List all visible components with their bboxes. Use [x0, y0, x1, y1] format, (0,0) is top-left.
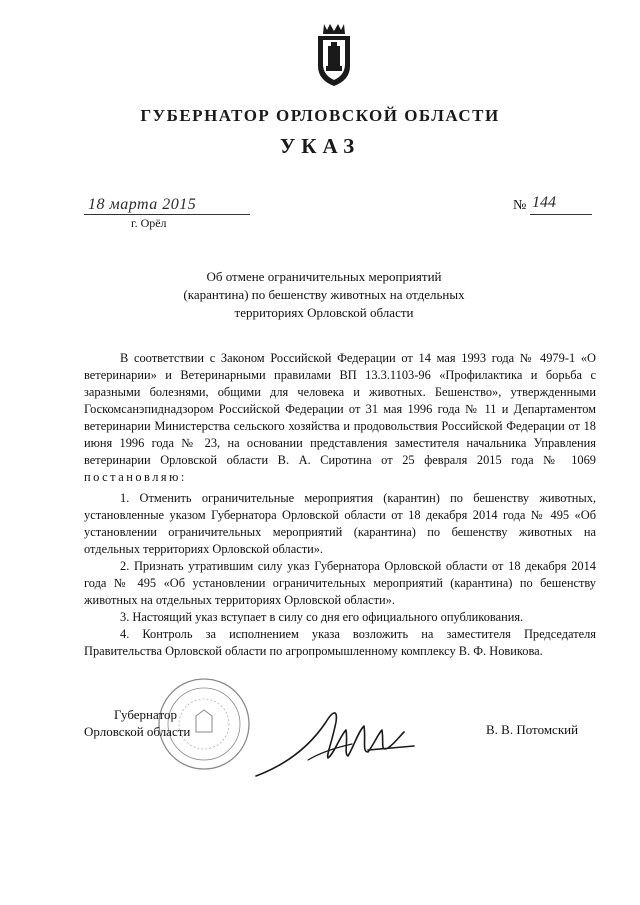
position-line: Губернатор [114, 707, 177, 722]
signatory-position [84, 706, 190, 740]
decree-item: 4. Контроль за исполнением указа возложить на заместителя Председателя Правительства Орловской области по агропромышленному комплексу В. Ф. Новикова. [84, 627, 596, 658]
document-city: г. Орёл [131, 216, 167, 230]
signatory-name: В. В. Потомский [486, 722, 579, 737]
date-underline [84, 214, 250, 215]
coat-of-arms-icon [310, 18, 358, 88]
resolve-word: постановляю: [84, 470, 187, 484]
document-title: ГУБЕРНАТОР ОРЛОВСКОЙ ОБЛАСТИ [140, 106, 500, 125]
handwritten-signature-icon [248, 700, 418, 786]
document-subject [120, 268, 528, 322]
decree-item: 2. Признать утратившим силу указ Губернатора Орловской области от 18 декабря 2014 года № 495 «Об установлении ограничительных мероприятий (карантина) по бешенству животных на отдельных территориях Орловской области». [84, 559, 596, 607]
number-label: № [513, 198, 527, 213]
decree-items [84, 490, 596, 660]
document-date: 18 марта 2015 [88, 196, 197, 213]
decree-item: 3. Настоящий указ вступает в силу со дня его официального опубликования. [120, 610, 524, 624]
number-underline [530, 214, 592, 215]
preamble [84, 350, 596, 486]
document-type: УКАЗ [279, 134, 361, 158]
subject-line: территориях Орловской области [234, 305, 414, 320]
position-line: Орловской области [84, 724, 191, 739]
subject-line: (карантина) по бешенству животных на отдельных [183, 287, 465, 302]
preamble-text: В соответствии с Законом Российской Федерации от 14 мая 1993 года № 4979-1 «О ветеринарии» и Ветеринарными правилами ВП 13.3.1103-96 «Профилактика и борьба с заразными болезнями, общими для человека и животных. Бешенство», утвержденными Госкомсанэпиднадзором Российской Федерации от 31 мая 1996 года № 11 и Департаментом ветеринарии Министерства сельского хозяйства и продовольствия Российской Федерации от 18 июня 1996 года № 23, на основании представления заместителя начальника Управления ветеринарии Орловской области В. А. Сиротина от 25 февраля 2015 года № 1069 [84, 351, 596, 467]
document-number: 144 [532, 194, 556, 211]
decree-item: 1. Отменить ограничительные мероприятия (карантин) по бешенству животных, установленные указом Губернатора Орловской области от 18 декабря 2014 года № 495 «Об установлении ограничительных мероприятий (карантина) по бешенству животных на отдельных территориях Орловской области». [84, 491, 596, 556]
preamble-paragraph [84, 350, 596, 486]
subject-line: Об отмене ограничительных мероприятий [206, 269, 442, 284]
